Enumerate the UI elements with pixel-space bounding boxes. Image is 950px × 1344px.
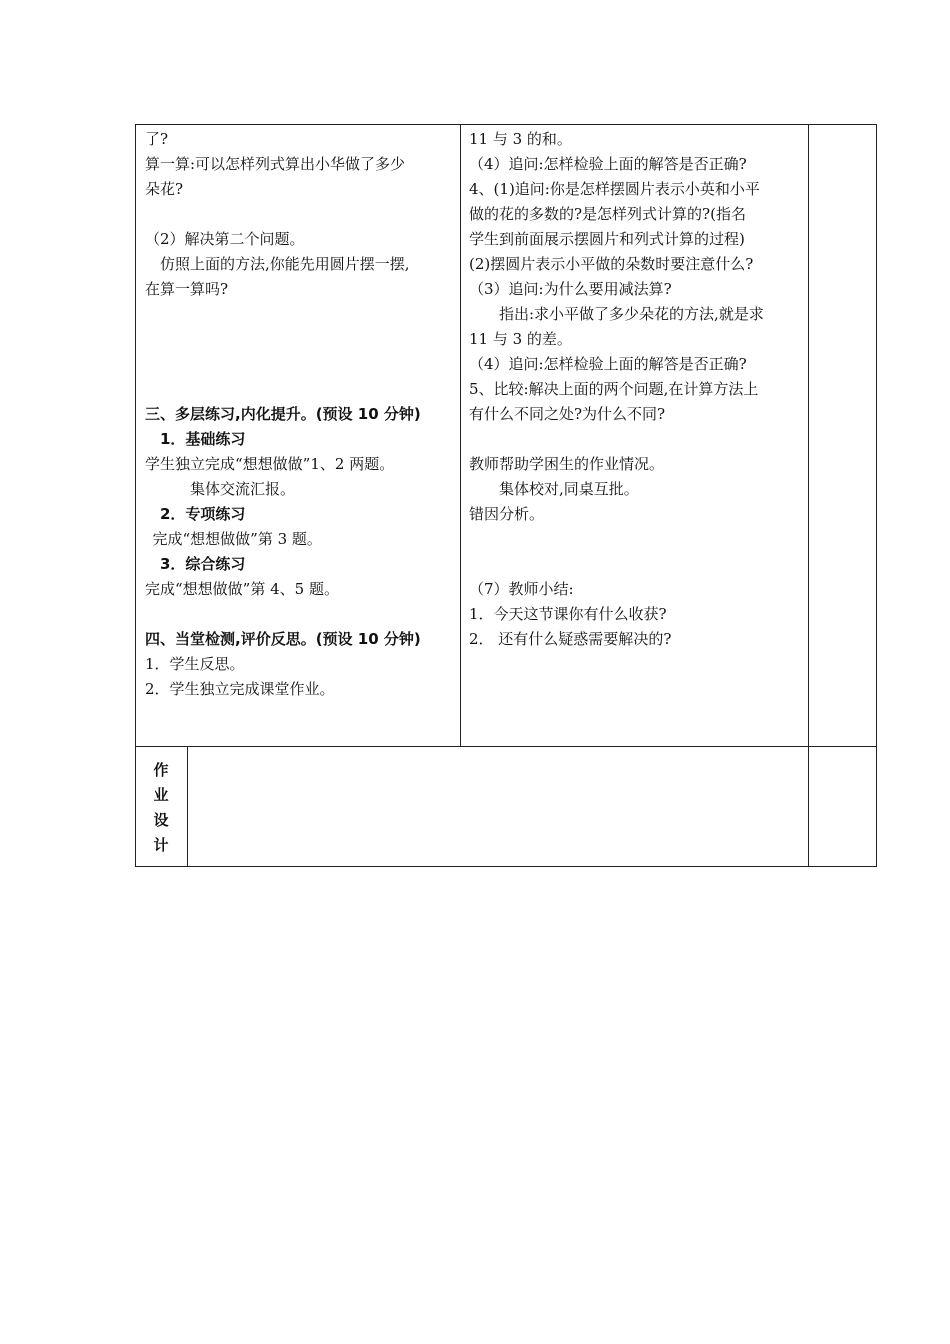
student-activity-line: 2．专项练习: [160, 505, 246, 523]
student-activity-line: 1．基础练习: [160, 430, 246, 448]
teacher-activity-line: 1．今天这节课你有什么收获?: [469, 605, 667, 623]
student-activity-line: [145, 602, 457, 627]
teacher-activity-line: 集体校对,同桌互批。: [499, 480, 639, 498]
homework-label-divider: [187, 746, 188, 867]
teacher-activity-line: 教师帮助学困生的作业情况。: [469, 455, 665, 473]
teacher-activity-line: （4）追问:怎样检验上面的解答是否正确?: [469, 155, 747, 173]
student-activity-line: 学生独立完成“想想做做”1、2 两题。: [145, 455, 395, 473]
student-activity-line: 集体交流汇报。: [190, 480, 296, 498]
student-activity-column: [145, 127, 457, 702]
student-activity-line: （2）解决第二个问题。: [145, 230, 305, 248]
homework-label-char: 计: [153, 836, 169, 854]
student-activity-line: 朵花?: [145, 180, 184, 198]
teacher-activity-line: 11 与 3 的差。: [469, 330, 572, 348]
column-divider: [460, 124, 461, 747]
teacher-activity-line: 做的花的多数的?是怎样列式计算的?(指名: [469, 205, 746, 223]
teacher-activity-column: [469, 127, 805, 652]
student-activity-line: [145, 377, 457, 402]
teacher-activity-line: （4）追问:怎样检验上面的解答是否正确?: [469, 355, 747, 373]
student-activity-line: 3．综合练习: [160, 555, 246, 573]
homework-label-char: 业: [153, 786, 169, 804]
teacher-activity-line: [469, 527, 805, 552]
teacher-activity-line: 4、(1)追问:你是怎样摆圆片表示小英和小平: [469, 180, 760, 198]
student-activity-line: 完成“想想做做”第 3 题。: [152, 530, 322, 548]
student-activity-line: 四、当堂检测,评价反思。(预设 10 分钟): [145, 630, 421, 648]
student-activity-line: 算一算:可以怎样列式算出小华做了多少: [145, 155, 406, 173]
teacher-activity-line: 错因分析。: [469, 505, 545, 523]
teacher-activity-line: 学生到前面展示摆圆片和列式计算的过程): [469, 230, 745, 248]
table-middle-border: [135, 746, 877, 747]
teacher-activity-line: (2)摆圆片表示小平做的朵数时要注意什么?: [469, 255, 754, 273]
table-right-border: [876, 124, 877, 867]
student-activity-line: [145, 202, 457, 227]
homework-label-char: 作: [153, 761, 169, 779]
student-activity-line: [145, 327, 457, 352]
student-activity-line: 了?: [145, 130, 169, 148]
teacher-activity-line: [469, 552, 805, 577]
student-activity-line: 在算一算吗?: [145, 280, 229, 298]
teacher-activity-line: 有什么不同之处?为什么不同?: [469, 405, 666, 423]
teacher-activity-line: 指出:求小平做了多少朵花的方法,就是求: [499, 305, 764, 323]
homework-label-char: 设: [153, 811, 169, 829]
table-left-border: [135, 124, 136, 867]
teacher-activity-line: [469, 427, 805, 452]
teacher-activity-line: （7）教师小结:: [469, 580, 574, 598]
table-top-border: [135, 124, 877, 125]
student-activity-line: 1．学生反思。: [145, 655, 245, 673]
teacher-activity-line: 2． 还有什么疑惑需要解决的?: [469, 630, 672, 648]
student-activity-line: [145, 352, 457, 377]
student-activity-line: 2．学生独立完成课堂作业。: [145, 680, 335, 698]
teacher-activity-line: （3）追问:为什么要用减法算?: [469, 280, 672, 298]
teacher-activity-line: 5、比较:解决上面的两个问题,在计算方法上: [469, 380, 759, 398]
student-activity-line: 三、多层练习,内化提升。(预设 10 分钟): [145, 405, 421, 423]
student-activity-line: [145, 302, 457, 327]
teacher-activity-line: 11 与 3 的和。: [469, 130, 572, 148]
homework-design-label: [136, 758, 186, 858]
notes-column-divider: [808, 124, 809, 867]
student-activity-line: 完成“想想做做”第 4、5 题。: [145, 580, 339, 598]
table-bottom-border: [135, 866, 877, 867]
student-activity-line: 仿照上面的方法,你能先用圆片摆一摆,: [160, 255, 410, 273]
